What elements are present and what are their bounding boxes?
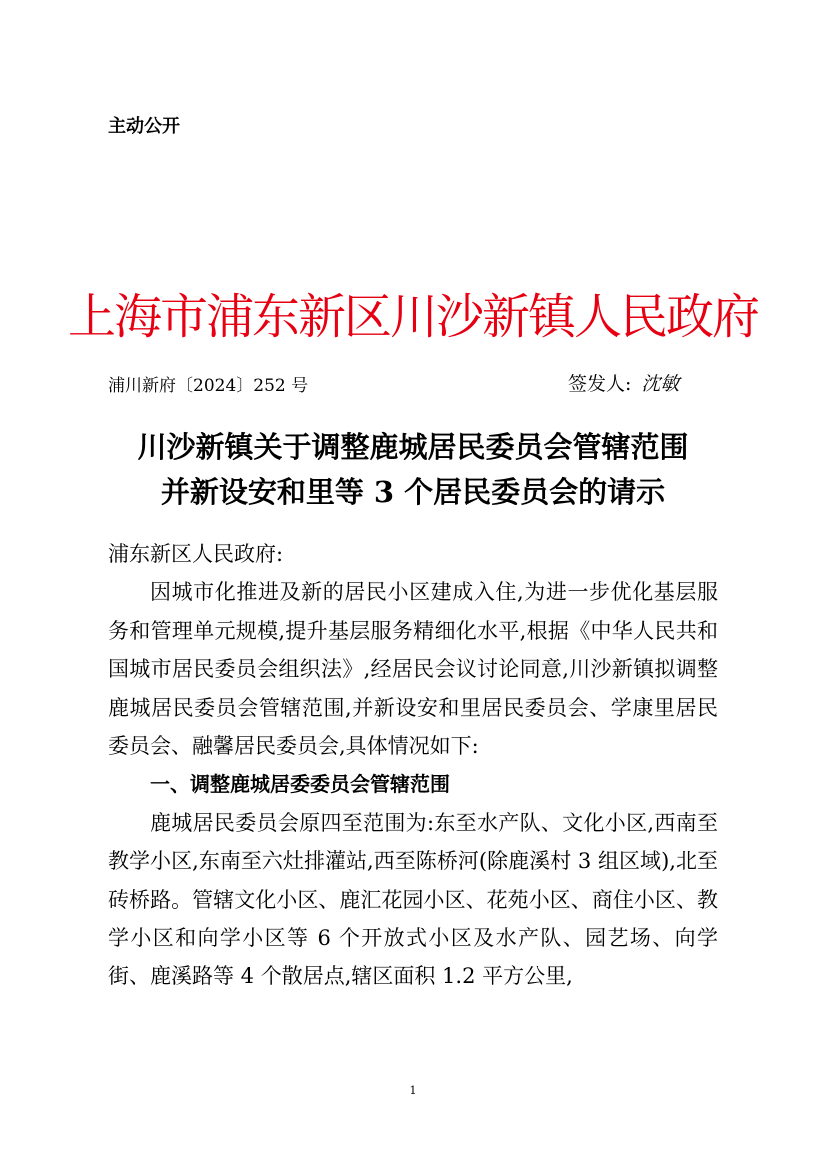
section-heading: 一、调整鹿城居委委员会管辖范围 — [150, 772, 450, 797]
body-paragraph: 鹿城居民委员会原四至范围为:东至水产队、文化小区,西南至教学小区,东南至六灶排灌站,西至陈桥河(除鹿溪村 3 组区域),北至砖桥路。管辖文化小区、鹿汇花园小区、花苑小区、商住小区、教学小区和向学小区等 6 个开放式小区及水产队、园艺场、向学街、鹿溪路等 4 个散居点,辖区面积 1.2 平方公里, — [108, 810, 718, 989]
salutation: 浦东新区人民政府: — [108, 542, 284, 566]
document-body — [108, 535, 718, 996]
signer-label: 签发人: — [568, 373, 632, 395]
page-number: 1 — [409, 1084, 417, 1097]
document-number: 浦川新府〔2024〕252 号 — [108, 376, 309, 396]
signer-block — [568, 369, 679, 396]
government-header: 上海市浦东新区川沙新镇人民政府 — [67, 289, 758, 345]
document-title-line-2: 并新设安和里等 3 个居民委员会的请示 — [160, 475, 666, 509]
document-title — [0, 425, 826, 515]
body-paragraph: 因城市化推进及新的居民小区建成入住,为进一步优化基层服务和管理单元规模,提升基层服务精细化水平,根据《中华人民共和国城市居民委员会组织法》,经居民会议讨论同意,川沙新镇拟调整鹿城居民委员会管辖范围,并新设安和里居民委员会、学康里居民委员会、融馨居民委员会,具体情况如下: — [108, 580, 718, 759]
disclosure-label: 主动公开 — [108, 116, 180, 137]
signer-signature: 沈敏 — [641, 373, 680, 395]
document-title-line-1: 川沙新镇关于调整鹿城居民委员会管辖范围 — [137, 430, 689, 464]
